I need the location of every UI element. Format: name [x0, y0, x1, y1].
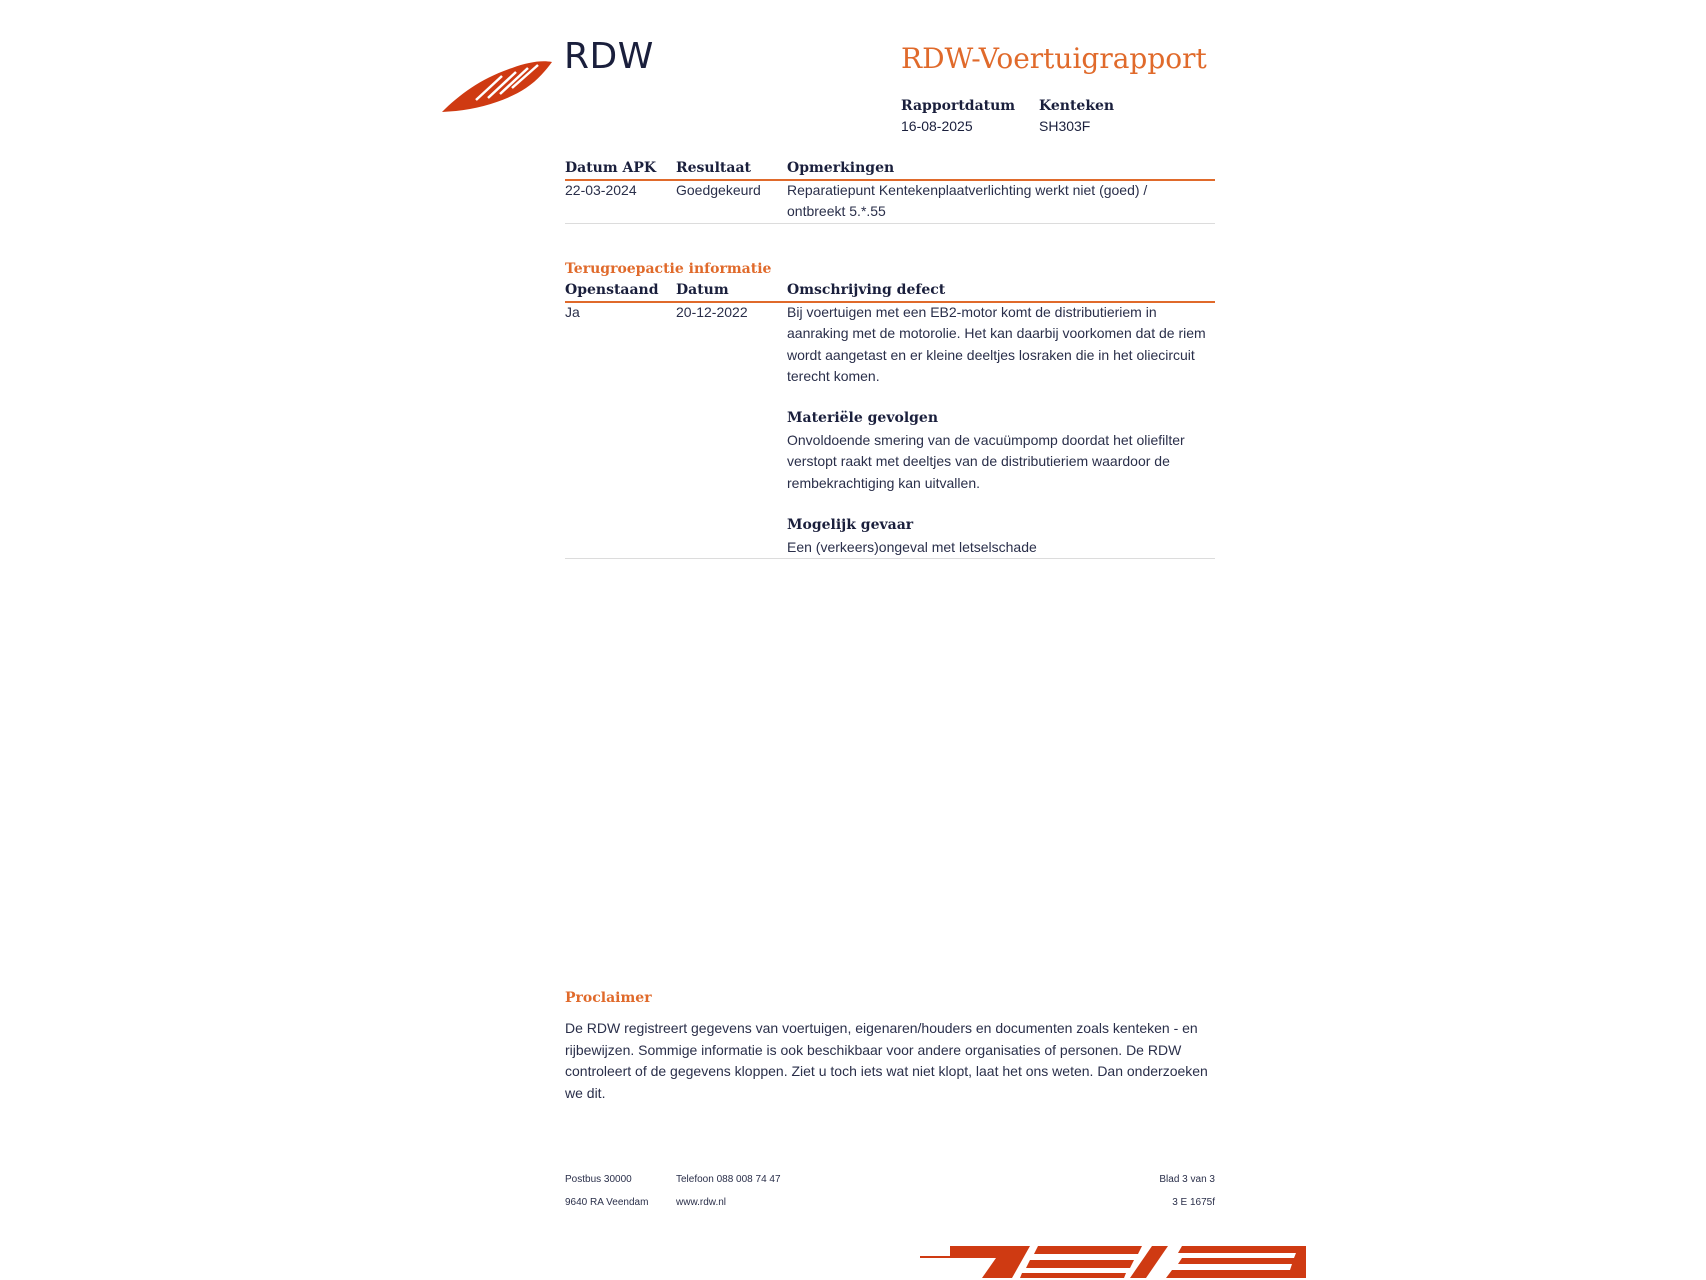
material-consequences-line: verstopt raakt met deeltjes van de distributieriem waardoor de: [787, 453, 1170, 469]
report-date-value: 16-08-2025: [901, 118, 973, 134]
recall-header-description: Omschrijving defect: [787, 282, 946, 298]
recall-description-line: Bij voertuigen met een EB2-motor komt de distributieriem in: [787, 304, 1157, 320]
recall-description-line: terecht komen.: [787, 368, 880, 384]
apk-header-result: Resultaat: [676, 160, 751, 176]
apk-row-result: Goedgekeurd: [676, 182, 761, 198]
brand-name: RDW: [564, 36, 654, 77]
recall-description-line: aanraking met de motorolie. Het kan daarbij voorkomen dat de riem: [787, 325, 1206, 341]
recall-row-divider: [565, 558, 1215, 559]
recall-header-open: Openstaand: [565, 282, 659, 298]
plate-label: Kenteken: [1039, 98, 1115, 114]
recall-date-value: 20-12-2022: [676, 304, 748, 320]
footer-postbus: Postbus 30000: [565, 1174, 632, 1185]
footer-city: 9640 RA Veendam: [565, 1197, 649, 1208]
possible-danger-text: Een (verkeers)ongeval met letselschade: [787, 539, 1037, 555]
apk-row-remarks-2: ontbreekt 5.*.55: [787, 203, 886, 219]
possible-danger-title: Mogelijk gevaar: [787, 517, 914, 533]
apk-header-date: Datum APK: [565, 160, 657, 176]
apk-row-remarks-1: Reparatiepunt Kentekenplaatverlichting werkt niet (goed) /: [787, 182, 1148, 198]
apk-row-divider: [565, 223, 1215, 224]
material-consequences-line: rembekrachtiging kan uitvallen.: [787, 475, 980, 491]
footer-phone: Telefoon 088 008 74 47: [676, 1174, 781, 1185]
recall-section-title: Terugroepactie informatie: [565, 261, 772, 277]
apk-row-date: 22-03-2024: [565, 182, 637, 198]
disclaimer-text: De RDW registreert gegevens van voertuigen, eigenaren/houders en documenten zoals kenteken - en rijbewijzen. Sommige informatie is ook beschikbaar voor andere organisaties of personen. De RDW controleert of de gegevens kloppen. Ziet u toch iets wat niet klopt, laat het ons weten. Dan onderzoeken we dit.: [565, 1020, 1208, 1101]
apk-header-remarks: Opmerkingen: [787, 160, 895, 176]
report-date-label: Rapportdatum: [901, 98, 1016, 114]
document-title: RDW-Voertuigrapport: [901, 42, 1207, 75]
rdw-feather-logo-icon: [442, 56, 554, 116]
footer-code: 3 E 1675f: [1172, 1197, 1215, 1208]
material-consequences-line: Onvoldoende smering van de vacuümpomp doordat het oliefilter: [787, 432, 1185, 448]
recall-description-line: wordt aangetast en er kleine deeltjes losraken die in het oliecircuit: [787, 347, 1195, 363]
recall-open-value: Ja: [565, 304, 580, 320]
plate-value: SH303F: [1039, 118, 1091, 134]
disclaimer-title: Proclaimer: [565, 990, 652, 1006]
recall-header-date: Datum: [676, 282, 729, 298]
rdw-stripe-decoration: [920, 1244, 1306, 1280]
material-consequences-title: Materiële gevolgen: [787, 410, 939, 426]
footer-website-link[interactable]: www.rdw.nl: [676, 1197, 727, 1208]
footer-page-number: Blad 3 van 3: [1159, 1174, 1215, 1185]
